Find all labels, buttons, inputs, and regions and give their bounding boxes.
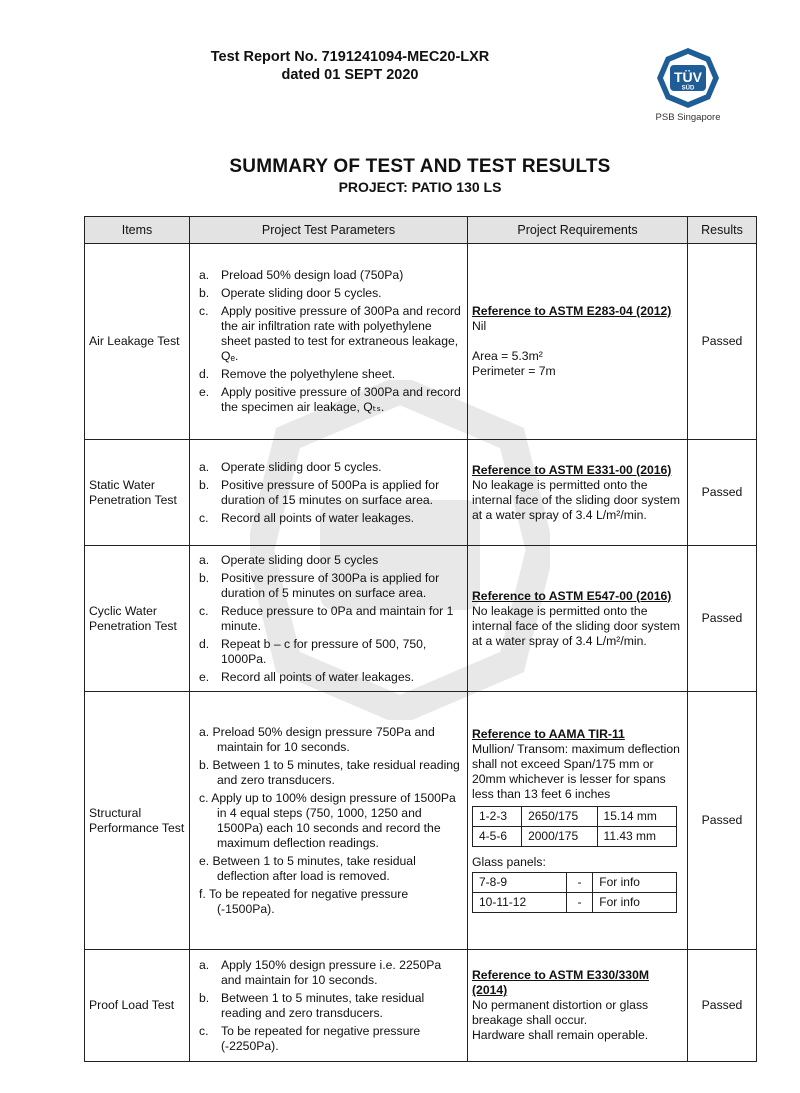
panel-id: 7-8-9 [473,872,567,892]
step-item: e. Record all points of water leakages. [199,669,415,684]
table-row [85,244,757,440]
deflection-row [473,826,677,846]
logo-text: TÜV [674,69,702,85]
step-item: e. Between 1 to 5 minutes, take residual deflection after load is removed. [199,853,416,883]
panel-id: 4-5-6 [473,826,522,846]
requirement-text: Mullion/ Transom: maximum deflection shall not exceed Span/175 mm or 20mm whichever is lesser for spans less than 13 feet 6 inches [472,741,680,801]
results-table [84,216,757,1062]
test-parameters [190,546,468,692]
step-item: b. Between 1 to 5 minutes, take residual reading and zero transducers. [199,990,425,1020]
result-badge: Passed [688,692,757,950]
result-badge: Passed [688,950,757,1062]
page-title: SUMMARY OF TEST AND TEST RESULTS [229,156,611,177]
reference-standard: Reference to ASTM E547-00 (2016) [472,588,672,603]
requirements [468,546,688,692]
result-badge: Passed [688,546,757,692]
requirement-text: Nil [472,319,487,333]
requirements [468,440,688,546]
step-item: c. Apply up to 100% design pressure of 1500Pa in 4 equal steps (750, 1000, 1250 and 1500Pa) each 10 seconds and record the maximum deflection readings. [199,790,456,850]
reference-standard: Reference to AAMA TIR-11 [472,726,625,741]
table-row [85,546,757,692]
reference-standard: Reference to ASTM E331-00 (2016) [472,462,672,477]
table-row [85,440,757,546]
item-name: Air Leakage Test [85,244,190,440]
report-title [190,48,510,84]
step-item: a. Preload 50% design load (750Pa) [199,268,404,282]
step-item: b. Positive pressure of 300Pa is applied for duration of 5 minutes on surface area. [199,570,440,600]
step-item: c. Record all points of water leakages. [199,510,415,525]
logo-subtext: SÜD [681,85,695,92]
glass-row [473,872,677,892]
col-header-requirements: Project Requirements [468,217,688,244]
test-parameters [190,244,468,440]
step-item: f. To be repeated for negative pressure (-1500Pa). [199,886,409,916]
result-badge: Passed [688,440,757,546]
glass-panels-table [472,872,677,913]
test-parameters [190,440,468,546]
item-name: Static Water Penetration Test [85,440,190,546]
requirement-text: No leakage is permitted onto the internal face of the sliding door system at a water spray of 3.4 L/m²/min. [472,603,680,648]
span-ratio: 2000/175 [522,826,597,846]
step-item: c. To be repeated for negative pressure (-2250Pa). [199,1023,421,1053]
step-item: a. Apply 150% design pressure i.e. 2250Pa and maintain for 10 seconds. [199,957,442,987]
test-parameters [190,692,468,950]
panel-id: 10-11-12 [473,892,567,912]
tuv-logo-icon [648,44,728,112]
step-item: d. Repeat b – c for pressure of 500, 750, 1000Pa. [199,636,427,666]
requirements [468,244,688,440]
glass-panels-label: Glass panels: [472,854,546,869]
col-header-parameters: Project Test Parameters [190,217,468,244]
span-ratio: - [566,892,593,912]
panel-id: 1-2-3 [473,806,522,826]
col-header-results: Results [688,217,757,244]
table-row [85,950,757,1062]
deflection-row [473,806,677,826]
deflection-table [472,806,677,847]
step-item: a. Operate sliding door 5 cycles. [199,459,382,474]
requirement-text: No permanent distortion or glass breakage shall occur. [472,998,649,1027]
deflection-limit: 11.43 mm [597,826,676,846]
table-header-row [85,217,757,244]
step-item: c. Apply positive pressure of 300Pa and record the air infiltration rate with polyethylene sheet pasted to test for extraneous leakage, Qₑ. [199,304,461,363]
glass-note: For info [593,872,677,892]
requirement-text: No leakage is permitted onto the internal face of the sliding door system at a water spray of 3.4 L/m²/min. [472,477,680,522]
glass-row [473,892,677,912]
page-subtitle: PROJECT: PATIO 130 LS [338,179,502,195]
step-item: e. Apply positive pressure of 300Pa and record the specimen air leakage, Qₜₛ. [199,385,461,414]
item-name: Structural Performance Test [85,692,190,950]
glass-note: For info [593,892,677,912]
result-badge: Passed [688,244,757,440]
requirements [468,950,688,1062]
requirement-perimeter: Perimeter = 7m [472,364,556,378]
span-ratio: 2650/175 [522,806,597,826]
deflection-limit: 15.14 mm [597,806,676,826]
test-parameters [190,950,468,1062]
step-item: b. Operate sliding door 5 cycles. [199,286,382,300]
requirements [468,692,688,950]
table-row [85,692,757,950]
reference-standard: Reference to ASTM E330/330M (2014) [472,968,650,997]
item-name: Cyclic Water Penetration Test [85,546,190,692]
step-item: c. Reduce pressure to 0Pa and maintain for 1 minute. [199,603,454,633]
reference-standard: Reference to ASTM E283-04 (2012) [472,304,672,318]
requirement-area: Area = 5.3m² [472,349,543,363]
report-number: Test Report No. 7191241094-MEC20-LXR [210,49,490,65]
span-ratio: - [566,872,593,892]
logo-caption: PSB Singapore [655,112,721,123]
step-item: b. Between 1 to 5 minutes, take residual reading and zero transducers. [199,757,460,787]
step-item: d. Remove the polyethylene sheet. [199,367,396,381]
step-item: a. Operate sliding door 5 cycles [199,552,379,567]
step-item: a. Preload 50% design pressure 750Pa and maintain for 10 seconds. [199,724,435,754]
step-item: b. Positive pressure of 500Pa is applied for duration of 15 minutes on surface area. [199,477,440,507]
col-header-items: Items [85,217,190,244]
requirement-text: Hardware shall remain operable. [472,1028,649,1042]
report-date: dated 01 SEPT 2020 [281,67,419,83]
tuv-sud-logo [648,44,728,134]
item-name: Proof Load Test [85,950,190,1062]
